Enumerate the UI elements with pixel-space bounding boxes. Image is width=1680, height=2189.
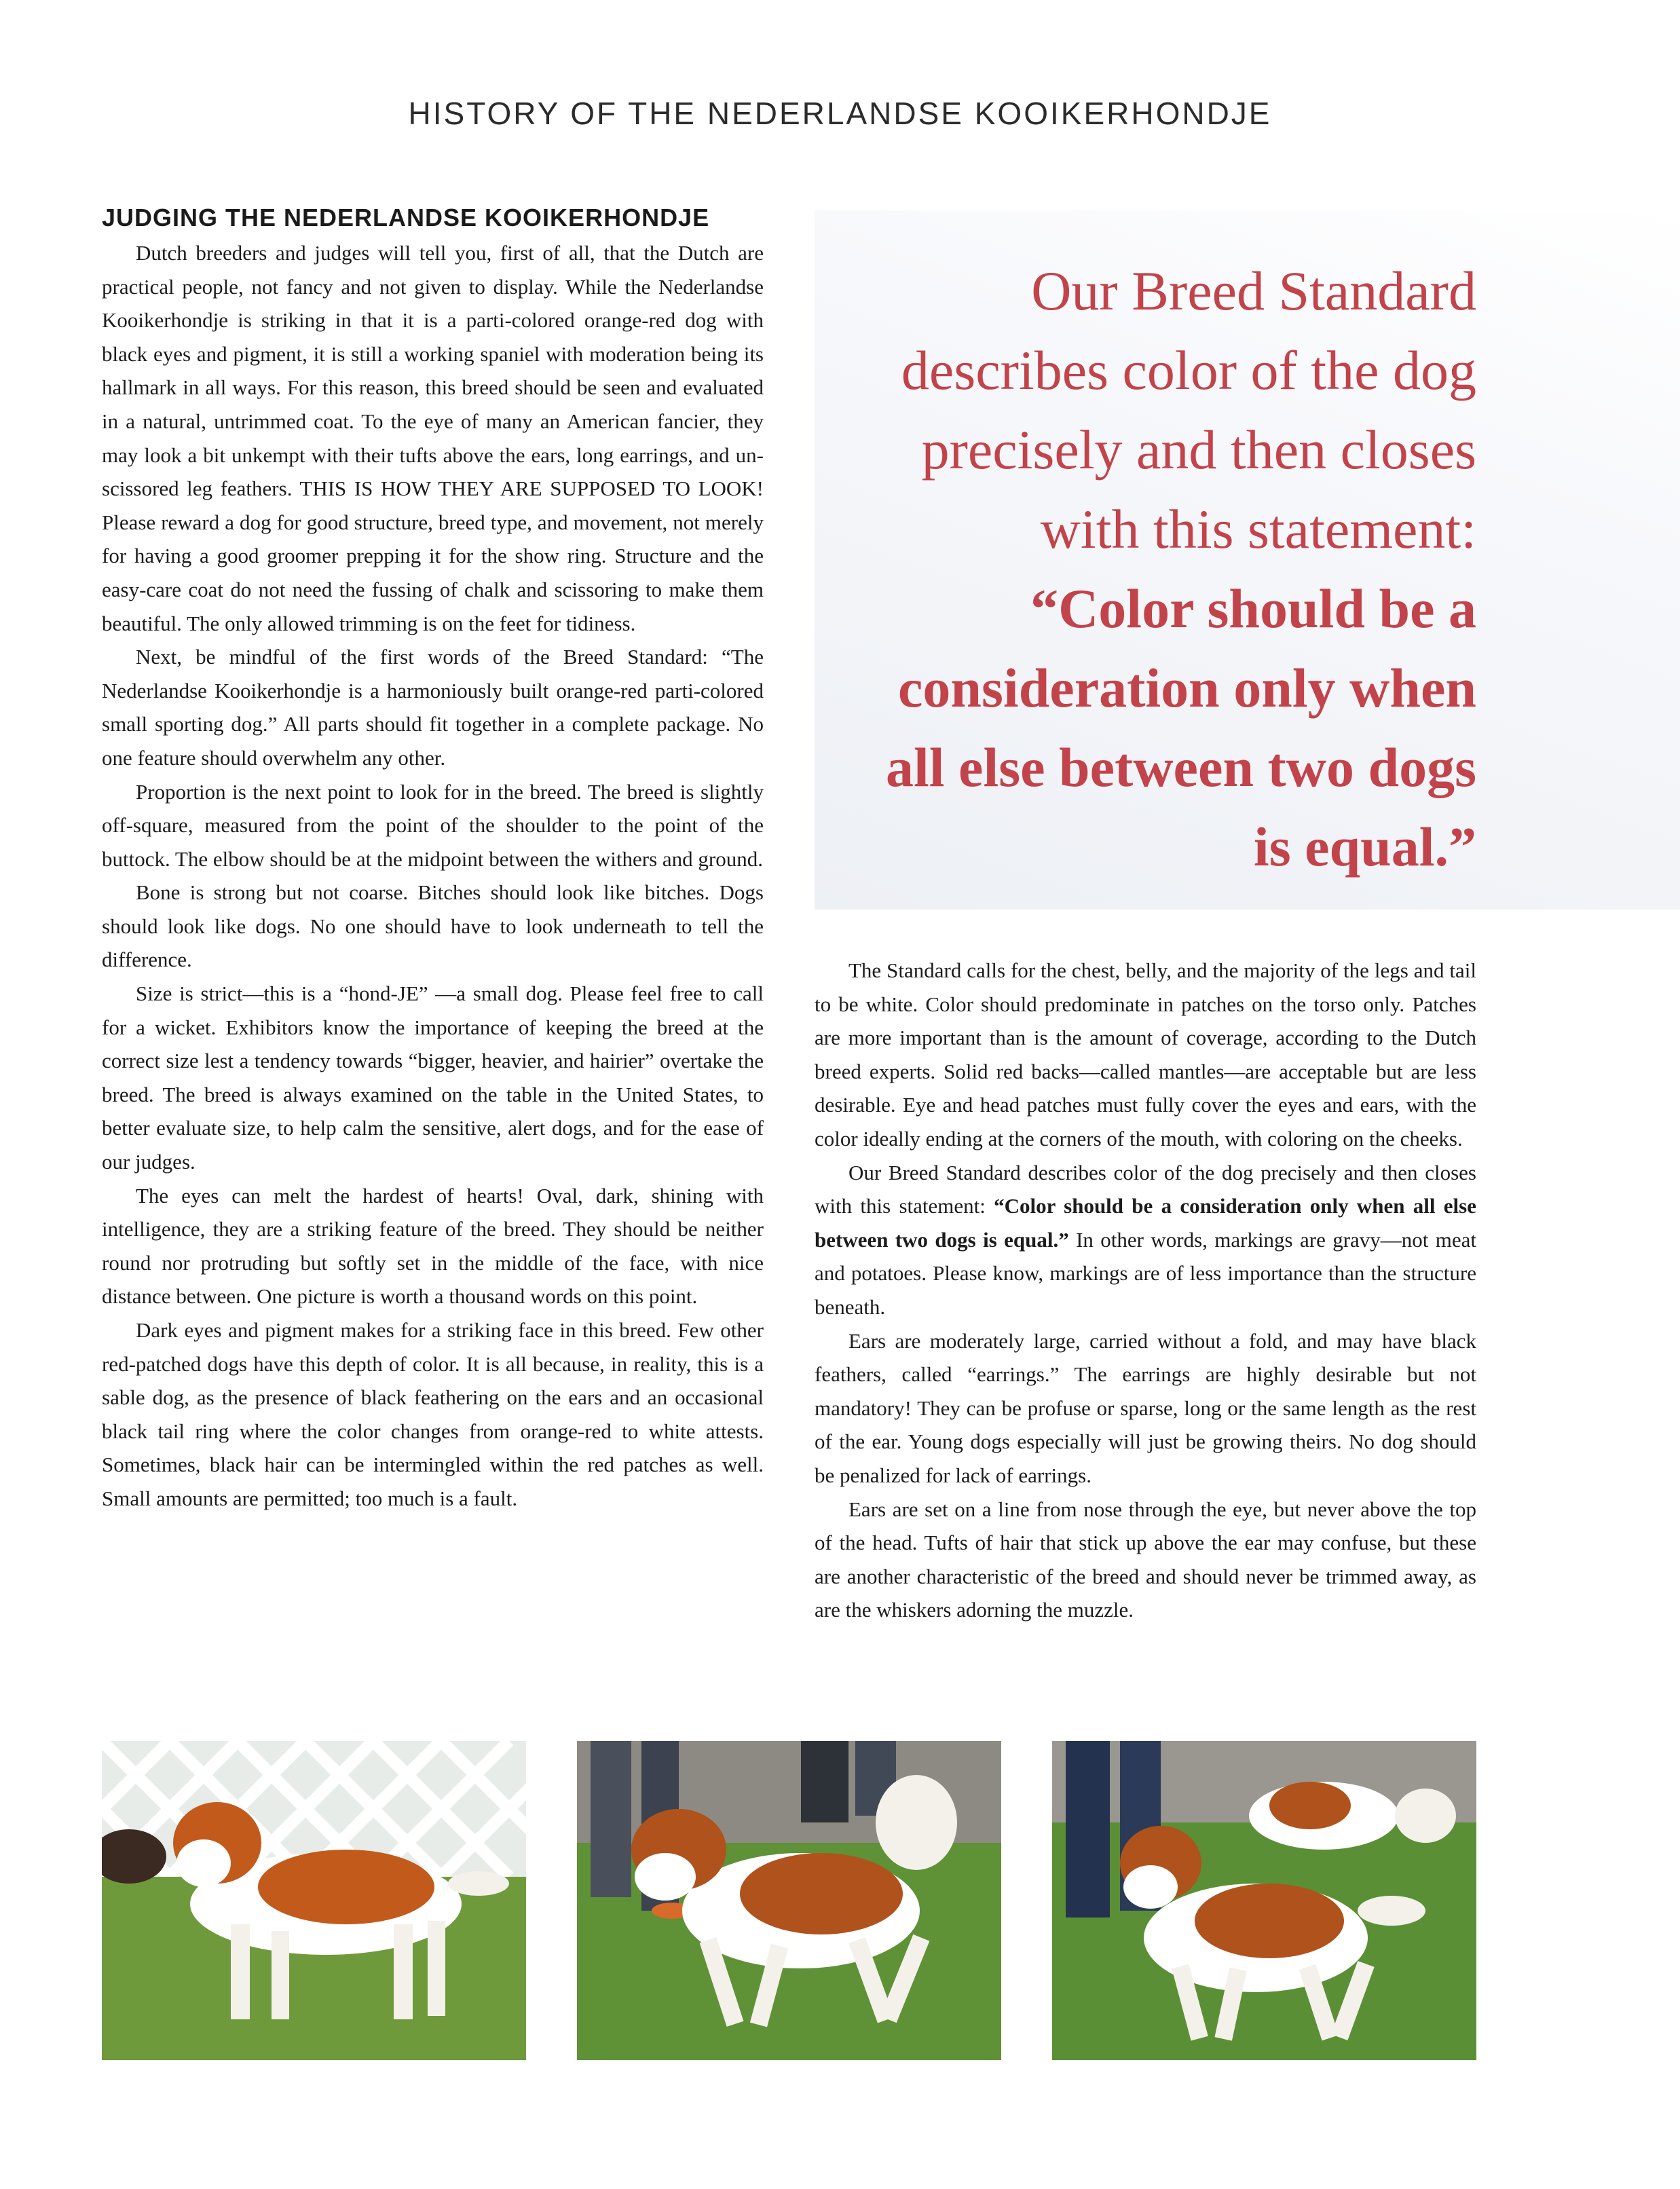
- body-paragraph: [815, 1156, 1476, 1324]
- dog-stacked-image: [102, 1741, 526, 2060]
- paragraph-text: Our Breed Standard describes color of the dog precisely and then closes with this statement:: [815, 1160, 1476, 1218]
- dog-gaiting-image: [577, 1741, 1001, 2060]
- body-paragraph: The Standard calls for the chest, belly, and the majority of the legs and tail to be white. Color should predominate in patches on the torso only. Patches are more important than is the amount of coverage, according to the Dutch breed experts. Solid red backs—called mantles—are acceptable but are less desirable. Eye and head patches must fully cover the eyes and ears, with the color ideally ending at the corners of the mouth, with coloring on the cheeks.: [815, 958, 1476, 1150]
- pull-quote-regular: Our Breed Standard describes color of the dog precisely and then closes with this statement:: [901, 260, 1476, 560]
- paragraph-text: In other words, markings are gravy—not meat and potatoes. Please know, markings are of less importance than the structure beneath.: [815, 1227, 1476, 1319]
- body-paragraph: Proportion is the next point to look for in the breed. The breed is slightly off-square, measured from the point of the shoulder to the point of the buttock. The elbow should be at the midpoint between the withers and ground.: [102, 779, 764, 871]
- body-paragraph: Size is strict—this is a “hond-JE” —a small dog. Please feel free to call for a wicket. Exhibitors know the importance of keeping the breed at the correct size lest a tendency towards “bigger, heavier, and hairier” overtake the breed. The breed is always examined on the table in the United States, to better evaluate size, to help calm the sensitive, alert dogs, and for the ease of our judges.: [102, 981, 764, 1174]
- pull-quote-bold: “Color should be a consideration only when all else between two dogs is equal.”: [885, 578, 1476, 878]
- right-column: [815, 954, 1476, 1627]
- body-paragraph: The eyes can melt the hardest of hearts! Oval, dark, shining with intelligence, they are a striking feature of the breed. They should be neither round nor protruding but softly set in the middle of the face, with nice distance between. One picture is worth a thousand words on this point.: [102, 1183, 764, 1309]
- body-paragraph: Ears are set on a line from nose through the eye, but never above the top of the head. Tufts of hair that stick up above the ear may confuse, but these are another characteristic of the breed and should never be trimmed away, as are the whiskers adorning the muzzle.: [815, 1497, 1476, 1622]
- body-paragraph: Dark eyes and pigment makes for a striking face in this breed. Few other red-patched dogs have this depth of color. It is all because, in reality, this is a sable dog, as the presence of black feathering on the ears and an occasional black tail ring where the color changes from orange-red to white attests. Sometimes, black hair can be intermingled within the red patches as well. Small amounts are permitted; too much is a fault.: [102, 1318, 764, 1510]
- dog-photo-gaiting-pair: [1052, 1741, 1476, 2060]
- dog-photo-stacked: [102, 1741, 526, 2060]
- left-column: [102, 204, 764, 1516]
- dog-gaiting-pair-image: [1052, 1741, 1476, 2060]
- body-paragraph: Ears are moderately large, carried without a fold, and may have black feathers, called “earrings.” The earrings are highly desirable but not mandatory! They can be profuse or sparse, long or the same length as the rest of the ear. Young dogs especially will just be growing theirs. No dog should be penalized for lack of earrings.: [815, 1328, 1476, 1487]
- body-paragraph: Dutch breeders and judges will tell you, first of all, that the Dutch are practical people, not fancy and not given to display. While the Nederlandse Kooikerhondje is striking in that it is a parti-colored orange-red dog with black eyes and pigment, it is still a working spaniel with moderation being its hallmark in all ways. For this reason, this breed should be seen and evaluated in a natural, untrimmed coat. To the eye of many an American fancier, they may look a bit unkempt with their tufts above the ears, long earrings, and un-scissored leg feathers. THIS IS HOW THEY ARE SUPPOSED TO LOOK! Please reward a dog for good structure, breed type, and movement, not merely for having a good groomer prepping it for the show ring. Structure and the easy-care coat do not need the fussing of chalk and scissoring to make them beautiful. The only allowed trimming is on the feet for tidiness.: [102, 241, 764, 635]
- body-paragraph: Bone is strong but not coarse. Bitches should look like bitches. Dogs should look like dogs. No one should have to look underneath to tell the difference.: [102, 880, 764, 972]
- standard-quote-bold: “Color should be a consideration only when all else between two dogs is equal.”: [815, 1194, 1476, 1252]
- body-paragraph: Next, be mindful of the first words of the Breed Standard: “The Nederlandse Kooikerhondje is a harmoniously built orange-red parti-colored small sporting dog.” All parts should fit together in a complete package. No one feature should overwhelm any other.: [102, 645, 764, 770]
- pull-quote: [865, 251, 1476, 886]
- running-header: HISTORY OF THE NEDERLANDSE KOOIKERHONDJE: [408, 96, 1272, 131]
- section-heading: JUDGING THE NEDERLANDSE KOOIKERHONDJE: [102, 204, 710, 231]
- dog-photo-gaiting: [577, 1741, 1001, 2060]
